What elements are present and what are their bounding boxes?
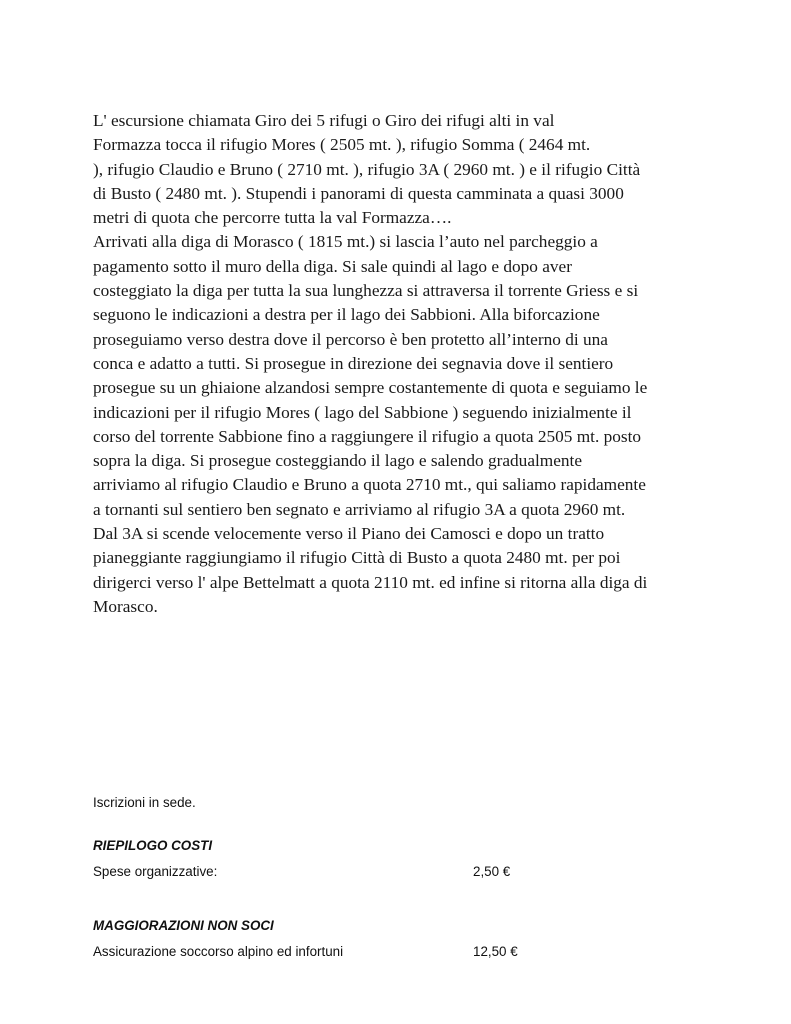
paragraph-line: ), rifugio Claudio e Bruno ( 2710 mt. ), rifugio 3A ( 2960 mt. ) e il rifugio Città	[93, 159, 641, 179]
paragraph-line: Dal 3A si scende velocemente verso il Piano dei Camosci e dopo un tratto	[93, 524, 605, 544]
paragraph-line: proseguiamo verso destra dove il percorso è ben protetto all’interno di una	[93, 329, 608, 349]
paragraph-line: costeggiato la diga per tutta la sua lunghezza si attraversa il torrente Griess e si	[93, 281, 639, 301]
surcharges-heading: MAGGIORAZIONI NON SOCI	[93, 918, 274, 933]
paragraph-line: dirigerci verso l' alpe Bettelmatt a quota 2110 mt. ed infine si ritorna alla diga di	[93, 572, 648, 592]
paragraph-line: sopra la diga. Si prosegue costeggiando il lago e salendo gradualmente	[93, 451, 583, 471]
paragraph-line: arriviamo al rifugio Claudio e Bruno a quota 2710 mt., qui saliamo rapidamente	[93, 475, 646, 495]
surcharge-item-label: Assicurazione soccorso alpino ed infortuni	[93, 944, 344, 959]
paragraph-line: seguono le indicazioni a destra per il lago dei Sabbioni. Alla biforcazione	[93, 305, 600, 325]
paragraph-line: pianeggiante raggiungiamo il rifugio Città di Busto a quota 2480 mt. per poi	[93, 548, 621, 568]
paragraph-line: a tornanti sul sentiero ben segnato e arriviamo al rifugio 3A a quota 2960 mt.	[93, 499, 626, 519]
cost-item-label: Spese organizzative:	[93, 864, 218, 879]
paragraph-line: di Busto ( 2480 mt. ). Stupendi i panorami di questa camminata a quasi 3000	[93, 183, 624, 203]
cost-item-amount: 2,50 €	[473, 864, 511, 879]
paragraph-line: Arrivati alla diga di Morasco ( 1815 mt.) si lascia l’auto nel parcheggio a	[93, 232, 598, 252]
paragraph-line: metri di quota che percorre tutta la val Formazza….	[93, 208, 452, 228]
paragraph-line: prosegue su un ghiaione alzandosi sempre costantemente di quota e seguiamo le	[93, 378, 648, 398]
paragraph-line: L' escursione chiamata Giro dei 5 rifugi o Giro dei rifugi alti in val	[93, 111, 555, 130]
costs-heading: RIEPILOGO COSTI	[93, 838, 213, 853]
registration-note: Iscrizioni in sede.	[93, 795, 196, 810]
paragraph-line: Formazza tocca il rifugio Mores ( 2505 mt. ), rifugio Somma ( 2464 mt.	[93, 135, 591, 155]
paragraph-line: pagamento sotto il muro della diga. Si sale quindi al lago e dopo aver	[93, 256, 572, 276]
paragraph-line: Morasco.	[93, 596, 158, 616]
paragraph-line: conca e adatto a tutti. Si prosegue in direzione dei segnavia dove il sentiero	[93, 353, 614, 373]
description-paragraph	[93, 109, 713, 619]
paragraph-line: corso del torrente Sabbione fino a raggiungere il rifugio a quota 2505 mt. posto	[93, 426, 642, 446]
surcharge-item-amount: 12,50 €	[473, 944, 518, 959]
paragraph-line: indicazioni per il rifugio Mores ( lago del Sabbione ) seguendo inizialmente il	[93, 402, 632, 422]
